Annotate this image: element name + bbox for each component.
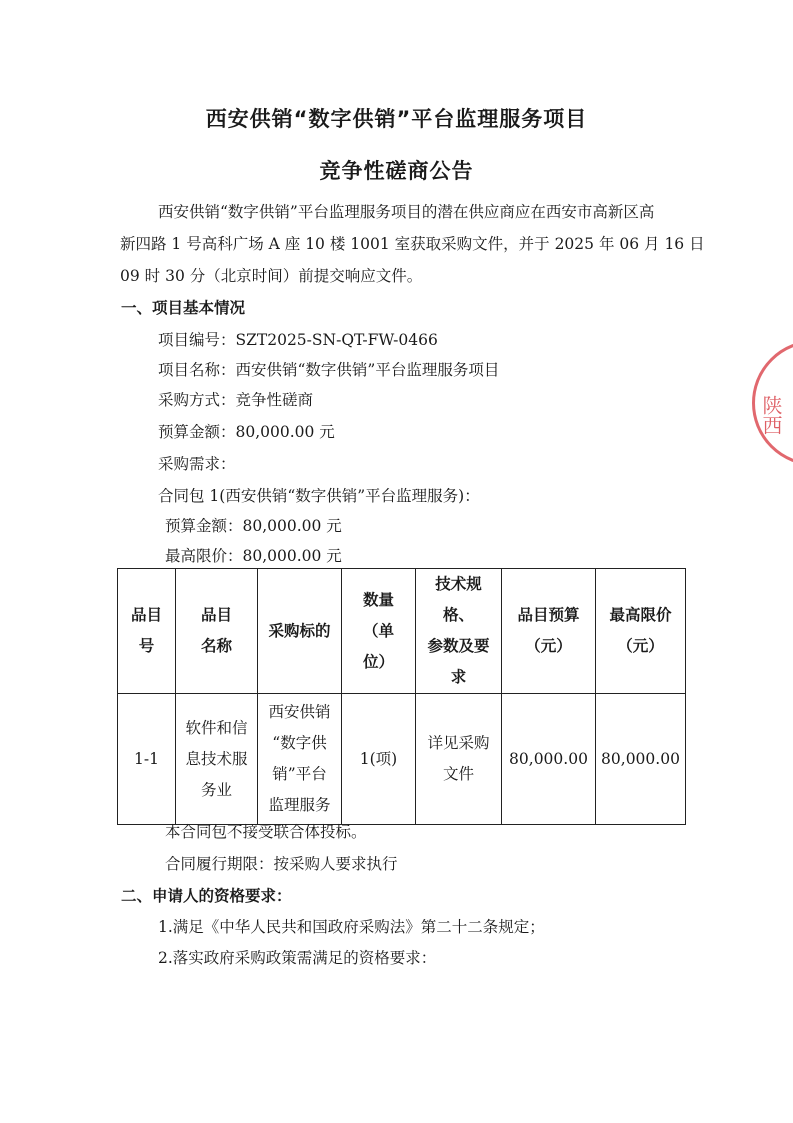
contract-period: 合同履行期限：按采购人要求执行 bbox=[165, 855, 398, 873]
header-budget: 品目预算 （元） bbox=[502, 569, 596, 694]
header-max-price: 最高限价 （元） bbox=[596, 569, 686, 694]
intro-line-1: 西安供销“数字供销”平台监理服务项目的潜在供应商应在西安市高新区高 bbox=[158, 203, 655, 221]
cell-item-name: 软件和信 息技术服 务业 bbox=[176, 694, 258, 825]
project-number: 项目编号：SZT2025-SN-QT-FW-0466 bbox=[158, 331, 438, 349]
joint-bid-note: 本合同包不接受联合体投标。 bbox=[165, 823, 367, 841]
seal-text: 陕西 bbox=[759, 395, 783, 435]
procurement-method: 采购方式：竞争性磋商 bbox=[158, 391, 314, 409]
cell-spec: 详见采购 文件 bbox=[416, 694, 502, 825]
qualification-item-1: 1.满足《中华人民共和国政府采购法》第二十二条规定； bbox=[158, 918, 545, 936]
intro-line-2: 新四路 1 号高科广场 A 座 10 楼 1001 室获取采购文件，并于 2025 年 06 月 16 日 bbox=[120, 235, 705, 253]
document-title: 西安供销“数字供销”平台监理服务项目 bbox=[205, 107, 588, 131]
intro-line-3: 09 时 30 分（北京时间）前提交响应文件。 bbox=[120, 267, 423, 285]
section2-heading: 二、申请人的资格要求： bbox=[121, 887, 292, 905]
table-header-row bbox=[118, 569, 686, 694]
qualification-item-2: 2.落实政府采购政策需满足的资格要求： bbox=[158, 949, 437, 967]
header-quantity: 数量 （单 位） bbox=[342, 569, 416, 694]
header-subject: 采购标的 bbox=[258, 569, 342, 694]
cell-budget: 80,000.00 bbox=[502, 694, 596, 825]
table-row bbox=[118, 694, 686, 825]
project-name: 项目名称：西安供销“数字供销”平台监理服务项目 bbox=[158, 361, 500, 379]
header-item-no: 品目 号 bbox=[118, 569, 176, 694]
header-item-name: 品目 名称 bbox=[176, 569, 258, 694]
cell-subject: 西安供销 “数字供 销”平台 监理服务 bbox=[258, 694, 342, 825]
budget-amount: 预算金额：80,000.00 元 bbox=[158, 423, 335, 441]
contract-package: 合同包 1(西安供销“数字供销”平台监理服务)： bbox=[158, 487, 480, 505]
procurement-requirement: 采购需求： bbox=[158, 455, 236, 473]
procurement-table bbox=[117, 568, 686, 825]
header-spec: 技术规格、 参数及要 求 bbox=[416, 569, 502, 694]
cell-quantity: 1(项) bbox=[342, 694, 416, 825]
cell-item-no: 1-1 bbox=[118, 694, 176, 825]
contract-budget: 预算金额：80,000.00 元 bbox=[165, 517, 342, 535]
document-subtitle: 竞争性磋商公告 bbox=[319, 159, 474, 183]
max-price: 最高限价：80,000.00 元 bbox=[165, 547, 342, 565]
cell-max-price: 80,000.00 bbox=[596, 694, 686, 825]
section1-heading: 一、项目基本情况 bbox=[121, 299, 246, 317]
